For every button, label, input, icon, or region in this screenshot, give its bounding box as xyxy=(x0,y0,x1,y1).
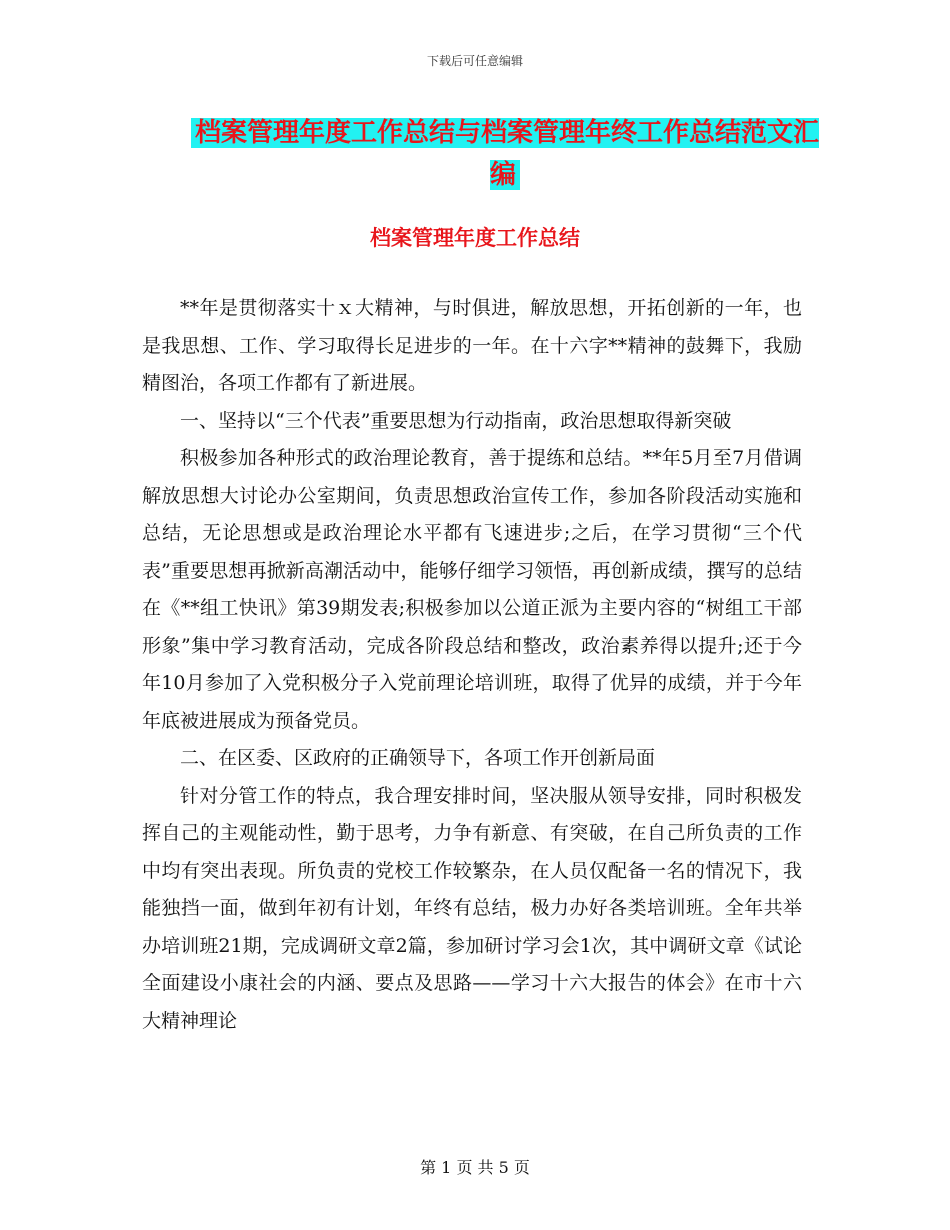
header-note: 下载后可任意编辑 xyxy=(426,54,523,68)
body-text xyxy=(142,290,802,1040)
heading-two: 二、在区委、区政府的正确领导下，各项工作开创新局面 xyxy=(180,747,656,769)
document-title-text: 档案管理年度工作总结与档案管理年终工作总结范文汇编 xyxy=(191,118,819,190)
heading-one: 一、坚持以“三个代表”重要思想为行动指南，政治思想取得新突破 xyxy=(180,409,732,432)
paragraph-intro: **年是贯彻落实十ｘ大精神，与时俱进，解放思想，开拓创新的一年，也是我思想、工作、学习取得长足进步的一年。在十六字**精神的鼓舞下，我励精图治，各项工作都有了新进展。 xyxy=(142,297,802,394)
paragraph-two: 针对分管工作的特点，我合理安排时间，坚决服从领导安排，同时积极发挥自己的主观能动性，勤于思考，力争有新意、有突破，在自己所负责的工作中均有突出表现。所负责的党校工作较繁杂，在人员仅配备一名的情况下，我能独挡一面，做到年初有计划，年终有总结，极力办好各类培训班。全年共举办培训班21期，完成调研文章2篇，参加研讨学习会1次，其中调研文章《试论全面建设小康社会的内涵、要点及思路——学习十六大报告的体会》在市十六大精神理论 xyxy=(142,784,802,1032)
section-title: 档案管理年度工作总结 xyxy=(370,226,580,250)
paragraph-one: 积极参加各种形式的政治理论教育，善于提练和总结。**年5月至7月借调解放思想大讨论办公室期间，负责思想政治宣传工作，参加各阶段活动实施和总结，无论思想或是政治理论水平都有飞速进步;之后，在学习贯彻“三个代表”重要思想再掀新高潮活动中，能够仔细学习领悟，再创新成绩，撰写的总结在《**组工快讯》第39期发表;积极参加以公道正派为主要内容的“树组工干部形象”集中学习教育活动，完成各阶段总结和整改，政治素养得以提升;还于今年10月参加了入党积极分子入党前理论培训班，取得了优异的成绩，并于今年年底被进展成为预备党员。 xyxy=(142,447,802,732)
page-footer: 第 1 页 共 5 页 xyxy=(420,1158,530,1177)
document-title xyxy=(190,112,820,196)
